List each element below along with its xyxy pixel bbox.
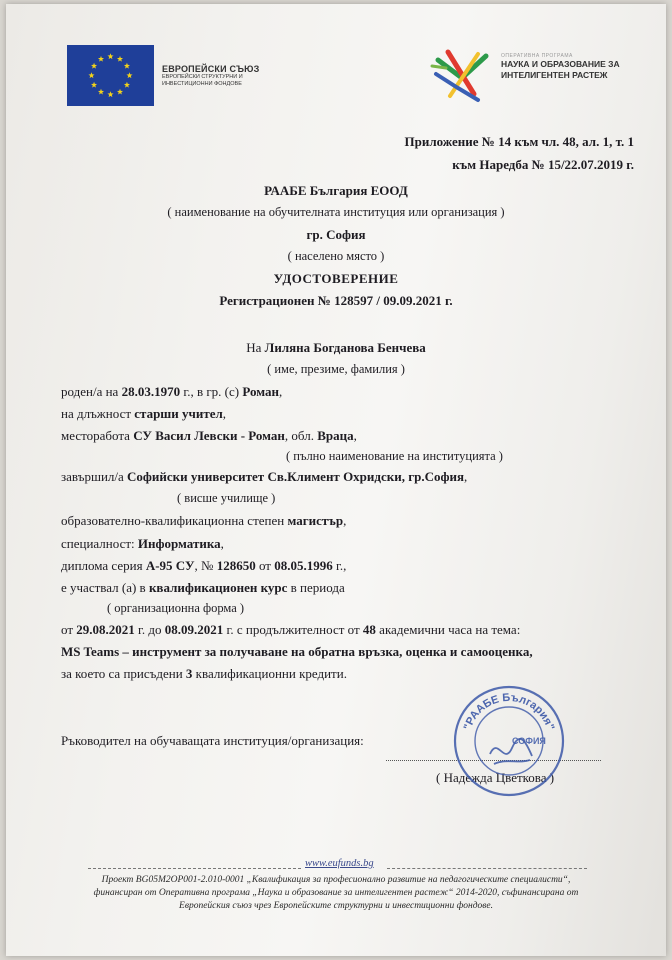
- eu-star-icon: [107, 53, 113, 59]
- hours-value: 48: [362, 622, 376, 637]
- footer-line-1: Проект BG05M2OP001-2.010-0001 „Квалификация за професионално развитие на педагогическите специалисти“,: [101, 875, 571, 885]
- op-title-line-1: НАУКА И ОБРАЗОВАНИЕ ЗА: [501, 59, 620, 69]
- workplace-caption: ( пълно наименование на институцията ): [286, 449, 503, 463]
- org-city: гр. София: [306, 227, 366, 242]
- eu-star-icon: [98, 56, 104, 62]
- eu-subtitle: ЕВРОПЕЙСКИ СТРУКТУРНИ И ИНВЕСТИЦИОННИ ФОНДОВЕ: [162, 74, 243, 87]
- svg-text:"РААБЕ България": "РААБЕ България": [461, 691, 557, 732]
- footer-website-link[interactable]: www.eufunds.bg: [305, 858, 374, 869]
- period-line: от 29.08.2021 г. до 08.09.2021 г. с продължителност от 48 академични часа на тема:: [61, 622, 521, 637]
- diploma-number: 128650: [216, 558, 256, 573]
- birth-place: Роман: [242, 384, 279, 399]
- degree-line: образователно-квалификационна степен магистър,: [61, 513, 347, 528]
- eu-logo-text: [162, 64, 262, 88]
- footer-line-3: Европейския съюз чрез Европейските структурни и инвестиционни фондове.: [179, 901, 493, 911]
- graduation-line: завършил/а Софийски университет Св.Климент Охридски, гр.София,: [61, 469, 468, 484]
- certificate-title: УДОСТОВЕРЕНИЕ: [273, 271, 399, 286]
- course-form: квалификационен курс: [148, 580, 288, 595]
- org-name: РААБЕ България ЕООД: [264, 183, 408, 198]
- course-topic: MS Teams – инструмент за получаване на обратна връзка, оценка и самооценка,: [61, 644, 533, 659]
- eu-star-icon: [124, 82, 130, 88]
- birth-line: роден/а на 28.03.1970 г., в гр. (с) Роман,: [61, 384, 283, 399]
- position-line: на длъжност старши учител,: [61, 406, 227, 421]
- registration-number: Регистрационен № 128597 / 09.09.2021 г.: [219, 293, 453, 308]
- annex-line-1: Приложение № 14 към чл. 48, ал. 1, т. 1: [404, 134, 634, 149]
- workplace-line: месторабота СУ Васил Левски - Роман, обл. Враца,: [61, 428, 357, 443]
- date-to: 08.09.2021: [164, 622, 224, 637]
- org-city-caption: ( населено място ): [287, 249, 385, 263]
- course-form-caption: ( организационна форма ): [107, 601, 245, 615]
- op-small-label: ОПЕРАТИВНА ПРОГРАМА: [501, 53, 573, 59]
- person-line: На Лиляна Богданова Бенчева: [246, 340, 426, 355]
- specialty-line: специалност: Информатика,: [61, 536, 224, 551]
- eu-star-icon: [91, 63, 97, 69]
- diploma-date: 08.05.1996: [274, 558, 333, 573]
- eu-star-icon: [117, 89, 123, 95]
- stamp-city-text: СОФИЯ: [512, 736, 546, 746]
- diploma-series: А-95 СУ: [145, 558, 195, 573]
- signature-label: Ръководител на обучаващата институция/организация:: [61, 733, 364, 748]
- workplace-value: СУ Васил Левски - Роман: [133, 428, 285, 443]
- footer-divider-right: [387, 868, 587, 869]
- university-caption: ( висше училище ): [177, 491, 276, 505]
- person-name: Лиляна Богданова Бенчева: [264, 340, 426, 355]
- signatory-name: ( Надежда Цветкова ): [436, 770, 555, 785]
- eu-star-icon: [98, 89, 104, 95]
- eu-star-icon: [88, 72, 94, 78]
- eu-star-icon: [107, 91, 113, 97]
- org-name-caption: ( наименование на обучителната институция или организация ): [167, 205, 505, 219]
- region-value: Враца: [317, 428, 354, 443]
- credits-value: 3: [185, 666, 193, 681]
- degree-value: магистър: [287, 513, 344, 528]
- course-line: е участвал (а) в квалификационен курс в периода: [61, 580, 345, 595]
- op-title-line-2: ИНТЕЛИГЕНТЕН РАСТЕЖ: [501, 70, 608, 80]
- footer-line-2: финансиран от Оперативна програма „Наука и образование за интелигентен растеж“ 2014-2020, съфинансирана от: [93, 888, 579, 898]
- credits-line: за което са присъдени 3 квалификационни кредити.: [61, 666, 347, 681]
- eu-star-icon: [126, 72, 132, 78]
- footer-project-text: [0, 874, 672, 913]
- specialty-value: Информатика: [137, 536, 221, 551]
- eu-star-icon: [117, 56, 123, 62]
- date-from: 29.08.2021: [76, 622, 135, 637]
- birth-date: 28.03.1970: [121, 384, 181, 399]
- eu-title: ЕВРОПЕЙСКИ СЪЮЗ: [162, 64, 260, 74]
- footer-divider-left: [88, 868, 301, 869]
- annex-line-2: към Наредба № 15/22.07.2019 г.: [452, 157, 634, 172]
- eu-star-icon: [124, 63, 130, 69]
- op-programme-logo: [428, 44, 496, 106]
- person-name-caption: ( име, презиме, фамилия ): [267, 362, 405, 376]
- op-programme-text: [501, 53, 620, 81]
- eu-star-icon: [91, 82, 97, 88]
- organisation-stamp: [452, 684, 566, 798]
- position-value: старши учител: [134, 406, 223, 421]
- diploma-line: диплома серия А-95 СУ, № 128650 от 08.05.1996 г.,: [61, 558, 347, 573]
- university-value: Софийски университет Св.Климент Охридски, гр.София: [127, 469, 465, 484]
- eu-flag-logo: [67, 45, 154, 106]
